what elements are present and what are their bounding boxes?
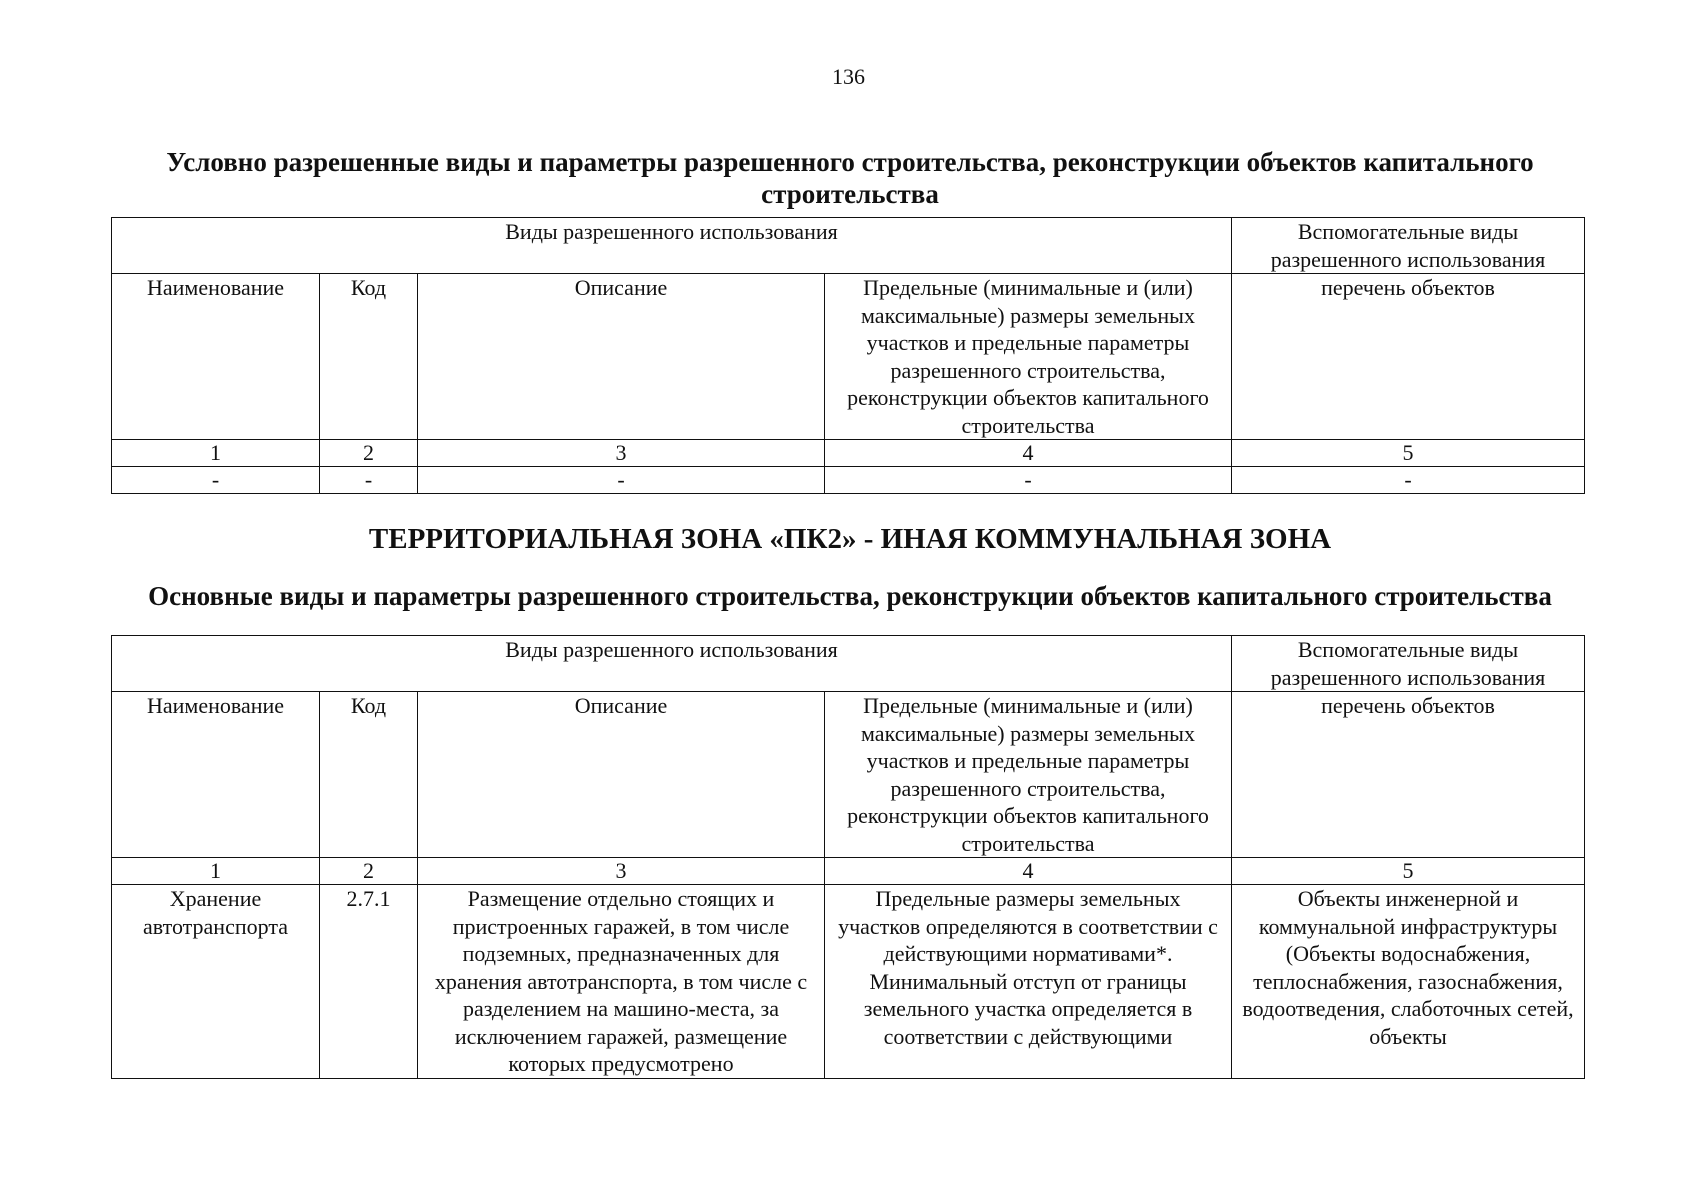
- empty-cell: -: [112, 467, 320, 494]
- header-auxiliary-uses: Вспомогательные виды разрешенного использования: [1232, 636, 1585, 692]
- column-number: 4: [825, 858, 1232, 885]
- header-auxiliary-uses: Вспомогательные виды разрешенного использования: [1232, 218, 1585, 274]
- table-subheader-row: [112, 274, 1585, 440]
- conditional-uses-table: [111, 217, 1585, 494]
- table-header-row: [112, 636, 1585, 692]
- table-header-row: [112, 218, 1585, 274]
- cell-limits: Предельные размеры земельных участков определяются в соответствии с действующими нормативами*. Минимальный отступ от границы земельного участка определяется в соответствии с действующими: [825, 885, 1232, 1079]
- column-number: 5: [1232, 858, 1585, 885]
- header-description: Описание: [418, 274, 825, 440]
- column-number: 2: [320, 440, 418, 467]
- table-row: [112, 885, 1585, 1079]
- header-name: Наименование: [112, 692, 320, 858]
- empty-cell: -: [1232, 467, 1585, 494]
- column-number: 1: [112, 440, 320, 467]
- header-code: Код: [320, 692, 418, 858]
- empty-cell: -: [825, 467, 1232, 494]
- empty-cell: -: [320, 467, 418, 494]
- header-description: Описание: [418, 692, 825, 858]
- cell-description: Размещение отдельно стоящих и пристроенных гаражей, в том числе подземных, предназначенных для хранения автотранспорта, в том числе с разделением на машино-места, за исключением гаражей, размещение которых предусмотрено: [418, 885, 825, 1079]
- header-objects: перечень объектов: [1232, 274, 1585, 440]
- table-row: [112, 467, 1585, 494]
- zone-title: ТЕРРИТОРИАЛЬНАЯ ЗОНА «ПК2» - ИНАЯ КОММУНАЛЬНАЯ ЗОНА: [368, 523, 1332, 555]
- column-number: 5: [1232, 440, 1585, 467]
- page-number: 136: [832, 64, 865, 89]
- empty-cell: -: [418, 467, 825, 494]
- column-number: 3: [418, 858, 825, 885]
- header-code: Код: [320, 274, 418, 440]
- cell-code: 2.7.1: [320, 885, 418, 1079]
- section1-heading: Условно разрешенные виды и параметры разрешенного строительства, реконструкции объектов капитального строительства: [166, 147, 1534, 209]
- table-subheader-row: [112, 692, 1585, 858]
- cell-name: Хранение автотранспорта: [112, 885, 320, 1079]
- header-objects: перечень объектов: [1232, 692, 1585, 858]
- column-number: 4: [825, 440, 1232, 467]
- column-number: 3: [418, 440, 825, 467]
- main-uses-table: [111, 635, 1585, 1079]
- header-limits: Предельные (минимальные и (или) максимальные) размеры земельных участков и предельные параметры разрешенного строительства, реконструкции объектов капитального строительства: [825, 274, 1232, 440]
- column-number-row: [112, 858, 1585, 885]
- header-limits: Предельные (минимальные и (или) максимальные) размеры земельных участков и предельные параметры разрешенного строительства, реконструкции объектов капитального строительства: [825, 692, 1232, 858]
- header-permitted-uses: Виды разрешенного использования: [112, 218, 1232, 274]
- column-number: 2: [320, 858, 418, 885]
- header-name: Наименование: [112, 274, 320, 440]
- cell-objects: Объекты инженерной и коммунальной инфраструктуры (Объекты водоснабжения, теплоснабжения, газоснабжения, водоотведения, слаботочных сетей, объекты: [1232, 885, 1585, 1079]
- column-number-row: [112, 440, 1585, 467]
- section2-heading: Основные виды и параметры разрешенного строительства, реконструкции объектов капитального строительства: [148, 581, 1552, 611]
- column-number: 1: [112, 858, 320, 885]
- header-permitted-uses: Виды разрешенного использования: [112, 636, 1232, 692]
